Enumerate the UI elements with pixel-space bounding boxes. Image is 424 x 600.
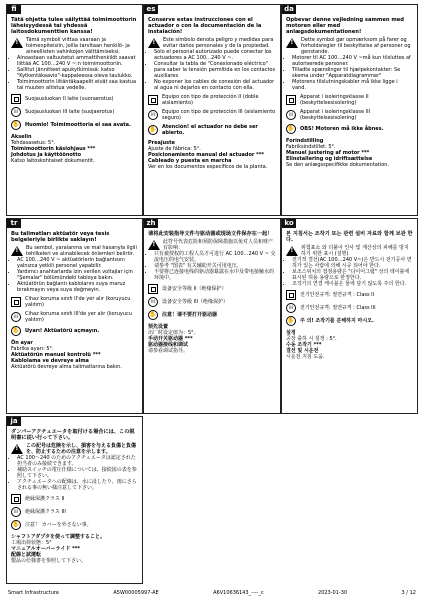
symbol-text: 전기안전규격: 절연규격 : Class II (300, 292, 375, 298)
subheading: Toimimoottorin käsiohjaus *** (11, 146, 96, 152)
warning-icon (148, 38, 160, 48)
class-iii-icon: III (11, 312, 21, 322)
warning-icon (11, 444, 23, 454)
lang-tag: tr (7, 219, 21, 228)
no-open-icon: ✋ (149, 311, 157, 318)
bullet: • 전기적 결선(AC 100…240 V~)은 반드시 전기공사 면허가 있는 사람에 의해 시공 되어야 한다. (292, 257, 413, 269)
text: Ver en los documentos específicos de la planta. (148, 164, 268, 170)
class-iii-icon: III (148, 110, 158, 120)
symbol-text: 전기안전규격: 절연규격 : Class III (300, 305, 376, 311)
symbol-text: 絶縁保護クラス III (25, 509, 66, 515)
text: 시운전 지침 도움. (286, 354, 325, 360)
symbol-text: Uyarı! Aktüatörü açmayın. (25, 328, 100, 334)
subheading: Forindstilling (286, 138, 324, 144)
text: Fabrika ayarı: 5°. (11, 346, 54, 352)
subheading: 결선 및 시운전 (286, 348, 319, 354)
subheading: シャフトアダプタを使って調整すること。 (11, 534, 106, 540)
bullet: • 조작기의 연결 케이블은 물에 담기 않도록 주의 한다. (292, 281, 413, 287)
warning-text: 此符号代表危险和预防保障措施以免对人员和财产有影响： (163, 239, 274, 251)
class-ii-icon (11, 297, 21, 307)
no-open-icon: ✋ (287, 125, 295, 132)
no-open-icon: ✋ (287, 317, 295, 324)
subheading: Aktüatörün manuel kontrolü *** (11, 352, 101, 358)
subheading: Kablolama ve devreye alma (11, 358, 89, 364)
warning-icon (11, 246, 23, 256)
page (6, 4, 418, 584)
bullet: • Ainoastaan valtuutetut ammattihenkilöt saavat liittää AC 100…240 V ~:n toimimoottoriin. (17, 55, 138, 67)
section-da (281, 4, 418, 216)
bullet: • Motorer til AC 100…240 V ~må kun tilsluttes af autoriserede personer. (292, 55, 413, 67)
bullet: • Consultar la tabla de "Conexionado eléctrico" para saber la tensión permitida en los contactos auxiliares (154, 61, 276, 79)
section-title: Bu talimatları aktüatör veya tesis belgeleriyle birlikte saklayın! (11, 231, 110, 243)
bullet-list (148, 49, 276, 91)
no-open-icon: ✋ (12, 327, 20, 334)
bullet: • Yardımcı anahtarlarda izin verilen voltajlar için "Şemalar" bölümündeki tabloya bakın. (17, 269, 138, 281)
section-title: ダンパーアクチュエータを取付ける場合には、この説明書に従い行って下さい。 (11, 429, 135, 441)
warning-text: Este símbolo denota peligro y medidas para evitar daños personales y de la propiedad. (163, 37, 274, 49)
text: 请参看调试指导。 (148, 348, 189, 354)
section-title: 본 지침서는 조작기 또는 관련 설비 자료와 함께 보관 한다. (286, 231, 413, 243)
subheading: 手动开关驱动器 *** (148, 336, 193, 342)
subheading: Manuel justering af motor *** (286, 150, 370, 156)
class-iii-icon: III (148, 297, 158, 307)
subheading: Elinstallering og idriftsættelse (286, 156, 373, 162)
lang-tag: zh (144, 219, 158, 228)
class-ii-icon (148, 284, 158, 294)
subheading: Posicionamiento manual del actuador *** (148, 152, 264, 158)
symbol-text: 设备安全等级 III（绝缘保护） (162, 299, 229, 305)
bullet: • No exponer los cables de conexión del actuador al agua ni dejarlos en contacto con ella. (154, 79, 276, 91)
text: Se den anlægsspecifikke dokumentation. (286, 162, 390, 168)
text: 공장 출하 시 설정 : 5°. (286, 336, 337, 342)
section-zh (143, 218, 281, 414)
warning-text: この記号は危険を示し、損害を与える負傷と負傷を、防止するための注意を示します。 (26, 443, 137, 455)
text: Ajuste de fábrica: 5°. (148, 146, 201, 152)
text: Tehdasasetus: 5°. (11, 140, 56, 146)
warning-icon (286, 38, 298, 48)
symbol-text: 注意！ カバーを外さない事。 (25, 522, 92, 528)
bullet: • 不要将已连接电线的驱动器暴露在水中及带电接触水的环境中。 (154, 269, 276, 281)
symbol-text: Huomio! Toimimoottoria ei saa avata. (25, 122, 131, 128)
no-open-icon: ✋ (12, 521, 20, 528)
doc-number: A5W00005997-AE (113, 590, 159, 596)
bullet: • 보조스위치의 접점용량은 "다이어그램" 상의 테이블에 표시된 허용 용량으로 한정한다. (292, 269, 413, 281)
subheading: Akselin (11, 134, 32, 140)
class-ii-icon (148, 95, 158, 105)
warning-icon (286, 246, 298, 256)
warning-text: Bu sembol, yaralanma ve mal hasarıyla ilgili tehlikeleri ve alınabilecek önlemleri belirtir. (26, 245, 137, 257)
section-ko (281, 218, 418, 414)
symbol-text: Suojausluokan II laite (suoraerotus) (25, 96, 114, 102)
symbol-text: 注意！请不要打开驱动器 (162, 312, 218, 318)
bullet: • AC 100…240 V ~ aktüatörlerin bağlantısını yalnızca yetkili personel yapabilir. (17, 257, 138, 269)
lang-tag: ja (7, 417, 21, 426)
lang-tag: ko (282, 219, 296, 228)
no-open-icon: ✋ (12, 121, 20, 128)
class-ii-icon (286, 95, 296, 105)
subheading: Preajuste (148, 140, 175, 146)
text: 工場出荷状態：5° (11, 540, 52, 546)
bullet: • 補助スイッチの電圧仕様については、接続図の表を参照して下さい。 (17, 467, 138, 479)
section-title: 请将此安装指导文件与驱动器或现场文件保存在一起！ (148, 231, 273, 237)
symbol-text: Cihaz koruma sınıfı II'de yer alır (koruyucu yalıtım) (25, 296, 131, 308)
symbol-text: Equipo con tipo de protección III (aislamiento seguro) (162, 109, 276, 121)
no-open-icon: ✋ (149, 126, 157, 133)
symbol-text: Cihaz koruma sınıfı III'de yer alır (koruyucu yalıtım) (25, 311, 132, 323)
subheading: 配線と試運転 (11, 552, 42, 558)
section-fi (6, 4, 143, 216)
bullet-list (286, 55, 413, 91)
text: Fabriksindstillet: 5°. (286, 144, 336, 150)
warning-icon (11, 38, 23, 48)
symbol-text: Apparat i isoleringsklasse II (beskyttelsesisolering) (300, 94, 369, 106)
section-ja (6, 416, 143, 584)
subheading: 预先设置 (148, 324, 169, 330)
class-iii-icon: III (11, 107, 21, 117)
text: 出厂时设定值为：5°。 (148, 330, 199, 336)
warning-text: 위험표소 와 더불어 인사 및 재산상의 피해를 방지 하기 위한 표시 (설명) (301, 245, 409, 257)
text: 製品の仕様書を参照して下さい。 (11, 558, 87, 564)
class-iii-icon: III (286, 303, 296, 313)
symbol-text: 设备安全等级 II（绝缘保护） (162, 286, 227, 292)
subheading: Cableado y puesta en marcha (148, 158, 232, 164)
page-number: 3 / 12 (401, 590, 416, 596)
subheading: 설정 (286, 330, 296, 336)
bullet-list (11, 55, 138, 91)
bullet: • 请参考 "图表" 有关辅助开关可用电压。 (154, 263, 276, 269)
page-footer (8, 590, 416, 596)
bullet-list (286, 257, 413, 287)
bullet: • Toimimoottorin liitäntäkaapelit eivät saa kastua tai muuten altistua vedelle. (17, 79, 138, 91)
bullet: • アクチュエータへの配線は、水に浸したり、雨にさらされる事の無い様注意して下さい。 (17, 479, 138, 491)
section-title: Tätä ohjetta tulee säilyttää toimimoottorin läheisyydessä tai yhdessä laitosdokumenttien kanssa! (11, 17, 137, 35)
lang-tag: es (144, 5, 158, 14)
doc-code: A6V10636143_----_c (213, 590, 264, 596)
symbol-text: Equipo con tipo de protección II (doble aislamiento) (162, 94, 259, 106)
class-ii-icon (11, 94, 21, 104)
subheading: 수동 조작기 *** (286, 342, 322, 348)
warning-icon (148, 240, 160, 250)
bullet: • Motorens tilslutningskabler må ikke ligge i vand. (292, 79, 413, 91)
symbol-text: 絶縁保護クラス II (25, 496, 65, 502)
text: Aktüatörü devreye alma talimatlarına bakın. (11, 364, 122, 370)
warning-text: Tämä symboli viittaa vaaraan ja toimenpiteisiin, joilla tarvitaan henkilö- ja aineellisten vahinkojen välttämiseksi. (26, 37, 130, 55)
bullet: • 只有被授权的工程人员才可进行 AC 100…240 V ~ 交流电压的电气安装。 (154, 251, 276, 263)
class-iii-icon: III (11, 507, 21, 517)
warning-text: Dette symbol gør opmærksom på farer og forholdsregler til beskyttelse af personer og genstande. (301, 37, 411, 55)
bullet: • Sallitut jännitteet apukytkimissä: katso "Kytkentäkaavio"-kappaleessa oleva taulukko. (17, 67, 138, 79)
lang-tag: fi (7, 5, 21, 14)
symbol-text: OBS! Motoren må ikke åbnes. (300, 126, 384, 132)
symbol-text: Apparat i isoleringsklasse III (beskyttelsesisolering) (300, 109, 371, 121)
bullet-list (11, 257, 138, 293)
lang-tag: da (282, 5, 296, 14)
bullet: • Aktüatörün bağlantı kablolarını suya maruz bırakmayın veya suya değmeyin. (17, 281, 138, 293)
bullet: • Sólo el personal autorizado puede conectar los actuadores a AC 100…240 V ~. (154, 49, 276, 61)
symbol-text: 주 의! 조작기를 분해하지 마시오. (300, 318, 374, 324)
bullet-list (11, 455, 138, 491)
class-ii-icon (286, 290, 296, 300)
subheading: Johdotus ja käyttöönotto (11, 152, 82, 158)
bullet: • AC 100～240 のためのアクチュエータは認定された担当者のみ接続できます。 (17, 455, 138, 467)
section-title: Opbevar denne vejledning sammen med motoren eller med anlægsdokumentationen! (286, 17, 404, 35)
subheading: 驱动器接线和调试 (148, 342, 189, 348)
section-tr (6, 218, 143, 414)
subheading: Ön ayar (11, 340, 33, 346)
subheading: マニュアルオーバーライド *** (11, 546, 80, 552)
class-ii-icon (11, 494, 21, 504)
symbol-text: Atención! el actuador no debe ser abierto. (162, 124, 258, 136)
doc-date: 2023-01-30 (318, 590, 348, 596)
symbol-text: Suojausluokan III laite (suojaerotus) (25, 109, 115, 115)
bullet-list (148, 251, 276, 281)
company-name: Smart Infrastructure (8, 590, 59, 596)
class-iii-icon: III (286, 110, 296, 120)
text: Katso laitoskohtaiset dokumentit. (11, 158, 95, 164)
section-title: Conserve estas instrucciones con el actuador o con la documentación de la instalación! (148, 17, 262, 35)
bullet: • Tilladte spændinger til hjælpekontakter: Se skema under "Apparatdiagrammer" (292, 67, 413, 79)
section-es (143, 4, 281, 216)
